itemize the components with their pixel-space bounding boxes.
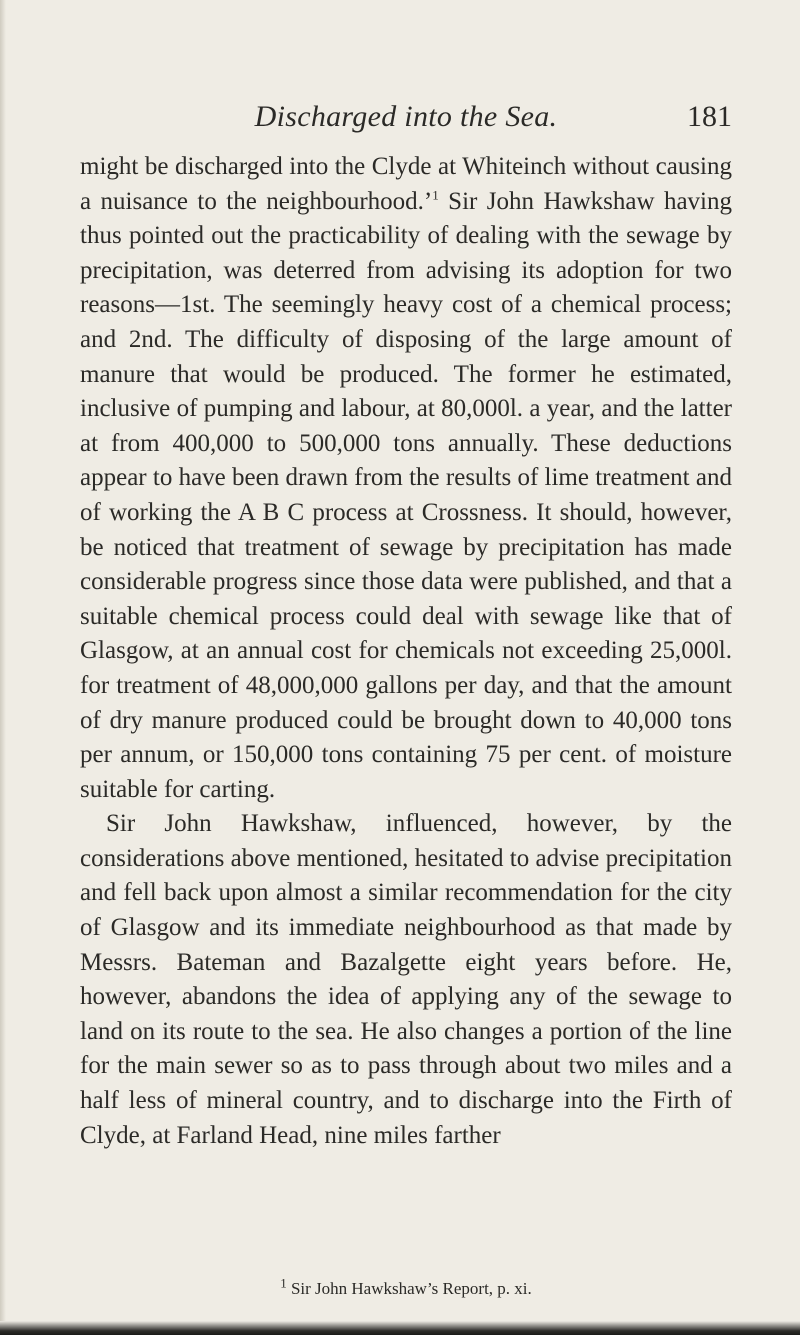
paragraph-1-text: might be discharged into the Clyde at Whiteinch without causing a nuisance to the neighbourhood.’ bbox=[80, 153, 732, 215]
footnote-reference: 1 bbox=[432, 187, 439, 203]
paragraph-1-text-continued: Sir John Hawkshaw having thus pointed out the practicability of dealing with the sewage by precipitation, was deterred from advising its adoption for two reasons—1st. The seemingly heavy cost of a chemical process; and 2nd. The difficulty of disposing of the large amount of manure that would be produced. The former he estimated, inclusive of pumping and labour, at 80,000l. a year, and the latter at from 400,000 to 500,000 tons annually. These deductions appear to have been drawn from the results of lime treatment and of working the A B C process at Crossness. It should, however, be noticed that treatment of sewage by precipitation has made considerable progress since those data were published, and that a suitable chemical process could deal with sewage like that of Glasgow, at an annual cost for chemicals not exceeding 25,000l. for treatment of 48,000,000 gallons per day, and that the amount of dry manure produced could be brought down to 40,000 tons per annum, or 150,000 tons containing 75 per cent. of moisture suitable for carting. bbox=[80, 187, 732, 803]
body-text bbox=[80, 150, 732, 1153]
paragraph-2 bbox=[80, 807, 732, 1153]
footnote-mark: 1 bbox=[280, 1275, 287, 1291]
page-edge-shadow bbox=[0, 0, 6, 1335]
page-bottom-edge bbox=[0, 1321, 800, 1335]
paragraph-1 bbox=[80, 150, 732, 807]
running-head: Discharged into the Sea. bbox=[254, 100, 558, 133]
footnote-text: Sir John Hawkshaw’s Report, p. xi. bbox=[286, 1279, 532, 1298]
page-header bbox=[80, 100, 732, 140]
page-number: 181 bbox=[687, 100, 732, 133]
footnote bbox=[80, 1275, 732, 1300]
paragraph-2-text: Sir John Hawkshaw, influenced, however, by the considerations above mentioned, hesitated to advise precipitation and fell back upon almost a similar recommendation for the city of Glasgow and its immediate neighbourhood as that made by Messrs. Bateman and Bazalgette eight years before. He, however, abandons the idea of applying any of the sewage to land on its route to the sea. He also changes a portion of the line for the main sewer so as to pass through about two miles and a half less of mineral country, and to discharge into the Firth of Clyde, at Farland Head, nine miles farther bbox=[80, 810, 732, 1149]
